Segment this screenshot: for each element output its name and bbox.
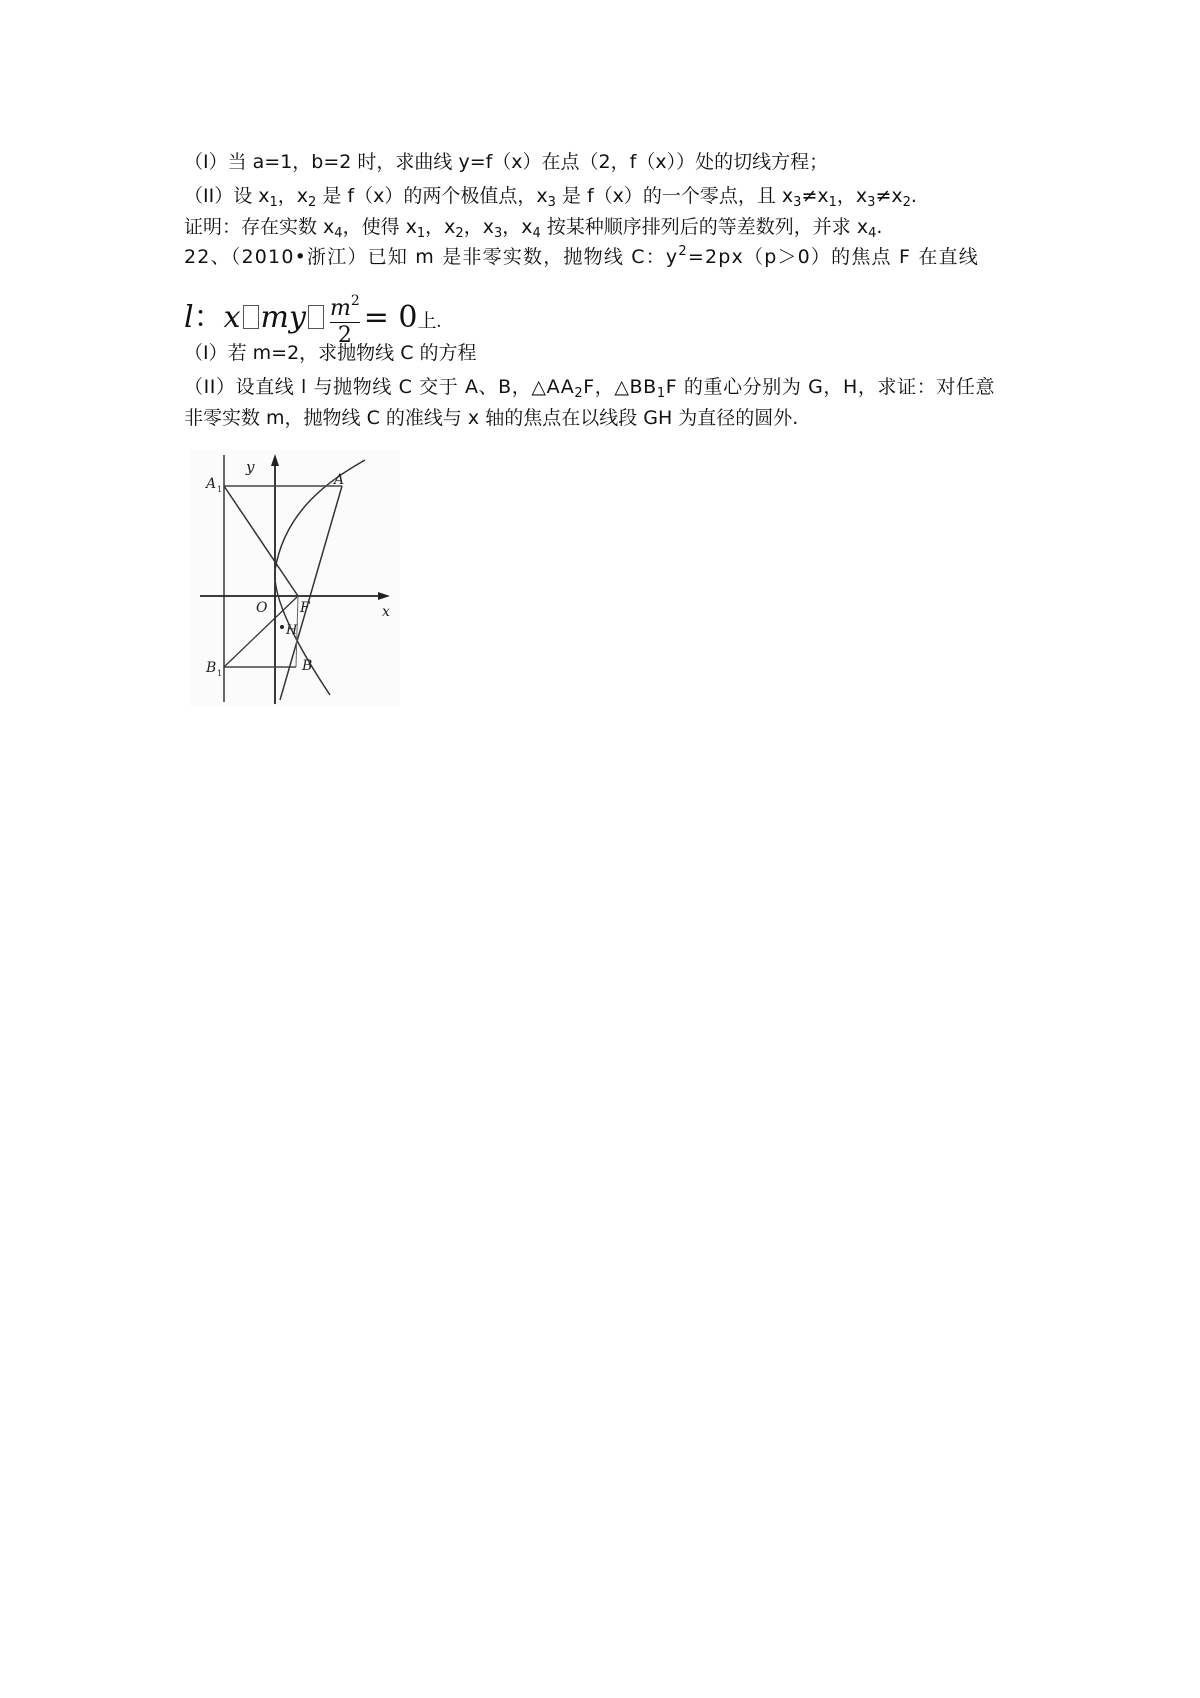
q22-part2-line2 bbox=[184, 406, 1024, 430]
q21-proof-text: ，x bbox=[463, 216, 494, 238]
q22-stem bbox=[184, 245, 1024, 269]
subscript: 1 bbox=[416, 226, 426, 241]
missing-glyph-box bbox=[308, 305, 324, 329]
missing-glyph-box bbox=[243, 305, 259, 329]
q21-proof-text: . bbox=[876, 216, 883, 238]
formula-colon: ： bbox=[193, 300, 224, 335]
q21-part2-text: 是 f（x）的一个零点，且 x bbox=[555, 185, 794, 207]
label-x: x bbox=[382, 604, 390, 620]
subscript: 4 bbox=[532, 226, 541, 241]
subscript: 1 bbox=[828, 195, 837, 210]
label-a: A bbox=[334, 472, 345, 488]
subscript: 3 bbox=[493, 226, 503, 241]
q21-proof bbox=[184, 215, 1024, 239]
formula-x: x bbox=[223, 300, 241, 335]
q21-part2-text: 是 f（x）的两个极值点，x bbox=[316, 185, 548, 207]
superscript: 2 bbox=[678, 244, 688, 259]
q21-part2-text: ≠x bbox=[801, 185, 829, 207]
q22-part2-text: F，△BB bbox=[583, 376, 657, 398]
q22-part1-text: 若 m=2，求抛物线 C 的方程 bbox=[227, 342, 477, 364]
subscript: 1 bbox=[656, 386, 666, 401]
subscript: 3 bbox=[793, 195, 802, 210]
q21-proof-text: ，x bbox=[425, 216, 456, 238]
subscript: 2 bbox=[455, 226, 464, 241]
formula-l: l bbox=[184, 300, 194, 335]
label-a1-subscript: 1 bbox=[217, 485, 223, 494]
q22-part1 bbox=[184, 341, 1024, 365]
subscript: 2 bbox=[574, 386, 584, 401]
q21-part2-label: （II） bbox=[184, 185, 234, 207]
subscript: 4 bbox=[868, 226, 877, 241]
q22-stem-text: 22、（2010•浙江）已知 m 是非零实数，抛物线 C：y bbox=[184, 246, 679, 268]
subscript: 2 bbox=[902, 195, 911, 210]
subscript: 3 bbox=[867, 195, 876, 210]
numerator-m: m bbox=[329, 296, 351, 321]
q21-part1 bbox=[184, 150, 1024, 174]
q22-part2 bbox=[184, 375, 1024, 399]
q22-part2-text: 非零实数 m，抛物线 C 的准线与 x 轴的焦点在以线段 GH 为直径的圆外. bbox=[184, 407, 799, 429]
label-y: y bbox=[246, 458, 255, 476]
q22-part1-label: （I） bbox=[184, 342, 228, 364]
q22-part2-text: F 的重心分别为 G，H，求证：对任意 bbox=[665, 376, 996, 398]
numerator-exponent: 2 bbox=[350, 293, 360, 309]
label-o: O bbox=[256, 600, 268, 616]
q21-part1-label: （I） bbox=[184, 151, 228, 173]
q21-part2-text: ≠x bbox=[875, 185, 903, 207]
q21-proof-text: ，x bbox=[502, 216, 533, 238]
q21-proof-text: ，使得 x bbox=[342, 216, 417, 238]
q22-part2-text: 设直线 l 与抛物线 C 交于 A、B，△AA bbox=[235, 376, 575, 398]
fraction-numerator bbox=[329, 293, 360, 321]
subscript: 1 bbox=[269, 195, 278, 210]
q21-part2-text: 设 x bbox=[233, 185, 270, 207]
q21-part1-text: 当 a=1，b=2 时，求曲线 y=f（x）在点（2，f（x））处的切线方程； bbox=[227, 151, 829, 173]
q21-part2-text: ，x bbox=[836, 185, 868, 207]
q21-proof-text: 证明：存在实数 x bbox=[184, 216, 335, 238]
label-a1: A bbox=[206, 476, 217, 492]
subscript: 4 bbox=[334, 226, 343, 241]
label-b: B bbox=[302, 658, 313, 674]
label-b1: B bbox=[206, 660, 217, 676]
label-b1-subscript: 1 bbox=[217, 669, 223, 678]
formula-my: my bbox=[260, 300, 306, 335]
q21-part2-text: ，x bbox=[277, 185, 309, 207]
formula-rhs: = 0 bbox=[363, 300, 418, 335]
q21-part2-text: . bbox=[910, 185, 917, 207]
subscript: 2 bbox=[308, 195, 317, 210]
parabola-figure bbox=[190, 450, 400, 706]
label-f: F bbox=[300, 600, 310, 616]
formula-tail: 上. bbox=[417, 311, 442, 332]
point-h bbox=[280, 625, 284, 629]
label-h: H bbox=[286, 623, 298, 638]
q21-proof-text: 按某种顺序排列后的等差数列，并求 x bbox=[540, 216, 869, 238]
q22-part2-label: （II） bbox=[184, 376, 236, 398]
q21-part2 bbox=[184, 184, 1024, 208]
fraction-denominator: 2 bbox=[337, 323, 352, 348]
q22-stem-text: =2px（p＞0）的焦点 F 在直线 bbox=[687, 246, 979, 268]
subscript: 3 bbox=[547, 195, 556, 210]
